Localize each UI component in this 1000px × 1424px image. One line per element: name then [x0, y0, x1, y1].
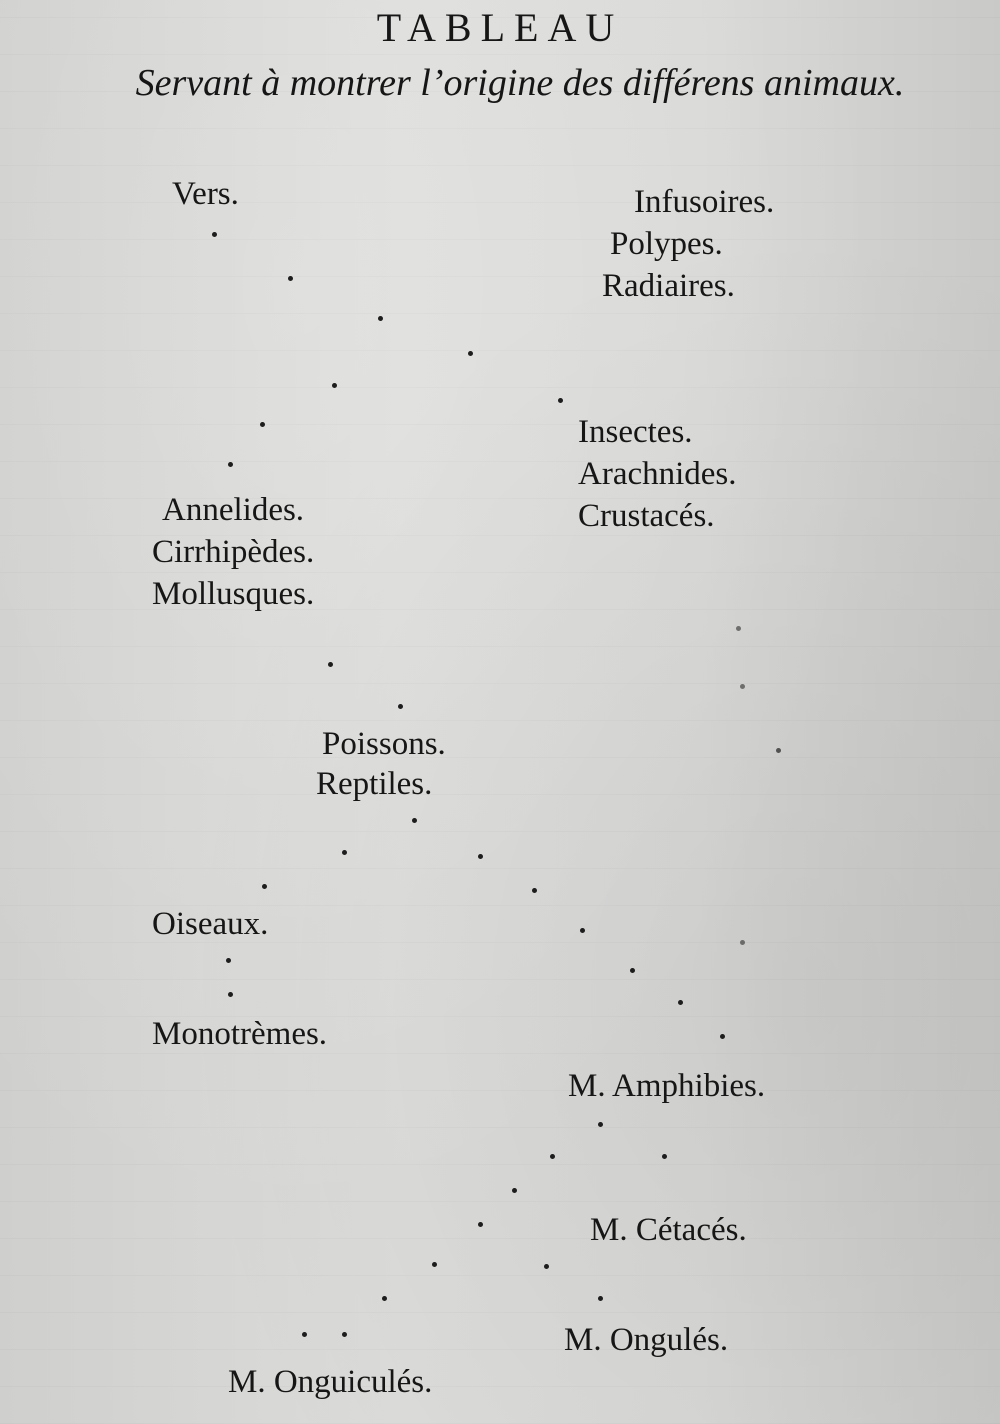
label-annelides: Annelides. [162, 492, 305, 528]
label-arachnides: Arachnides. [578, 456, 737, 492]
label-ongules: M. Ongulés. [564, 1322, 729, 1358]
dot [736, 626, 741, 631]
dot [512, 1188, 517, 1193]
label-monotremes: Monotrèmes. [152, 1016, 328, 1052]
label-mollusques: Mollusques. [152, 576, 315, 612]
dot [776, 748, 781, 753]
dot [226, 958, 231, 963]
label-crustaces: Crustacés. [578, 498, 715, 534]
dot [382, 1296, 387, 1301]
dot [598, 1122, 603, 1127]
dot [544, 1264, 549, 1269]
dot [412, 818, 417, 823]
label-reptiles: Reptiles. [316, 766, 433, 802]
dot [288, 276, 293, 281]
dot [328, 662, 333, 667]
dot [432, 1262, 437, 1267]
label-poissons: Poissons. [322, 726, 446, 762]
dot [630, 968, 635, 973]
dot [212, 232, 217, 237]
dot [598, 1296, 603, 1301]
label-vers: Vers. [172, 176, 239, 212]
dot [468, 351, 473, 356]
dot [228, 992, 233, 997]
dot [260, 422, 265, 427]
page-subtitle: Servant à montrer l’origine des différens animaux. [135, 62, 905, 104]
dot [740, 684, 745, 689]
label-cirrhipedes: Cirrhipèdes. [152, 534, 315, 570]
label-infusoires: Infusoires. [634, 184, 775, 220]
dot [228, 462, 233, 467]
label-amphibies: M. Amphibies. [568, 1068, 766, 1104]
dot [678, 1000, 683, 1005]
label-polypes: Polypes. [610, 226, 723, 262]
label-cetaces: M. Cétacés. [590, 1212, 747, 1248]
dot [550, 1154, 555, 1159]
label-insectes: Insectes. [578, 414, 693, 450]
dot [398, 704, 403, 709]
dot [302, 1332, 307, 1337]
dot [558, 398, 563, 403]
dot [662, 1154, 667, 1159]
page-title: TABLEAU [376, 5, 624, 50]
dot [378, 316, 383, 321]
dot [580, 928, 585, 933]
label-onguicules: M. Onguiculés. [228, 1364, 433, 1400]
dot [720, 1034, 725, 1039]
dot [342, 850, 347, 855]
dot [478, 854, 483, 859]
dot [532, 888, 537, 893]
label-radiaires: Radiaires. [602, 268, 735, 304]
label-oiseaux: Oiseaux. [152, 906, 269, 942]
dot [332, 383, 337, 388]
dot [740, 940, 745, 945]
dot [478, 1222, 483, 1227]
dot [262, 884, 267, 889]
dot [342, 1332, 347, 1337]
